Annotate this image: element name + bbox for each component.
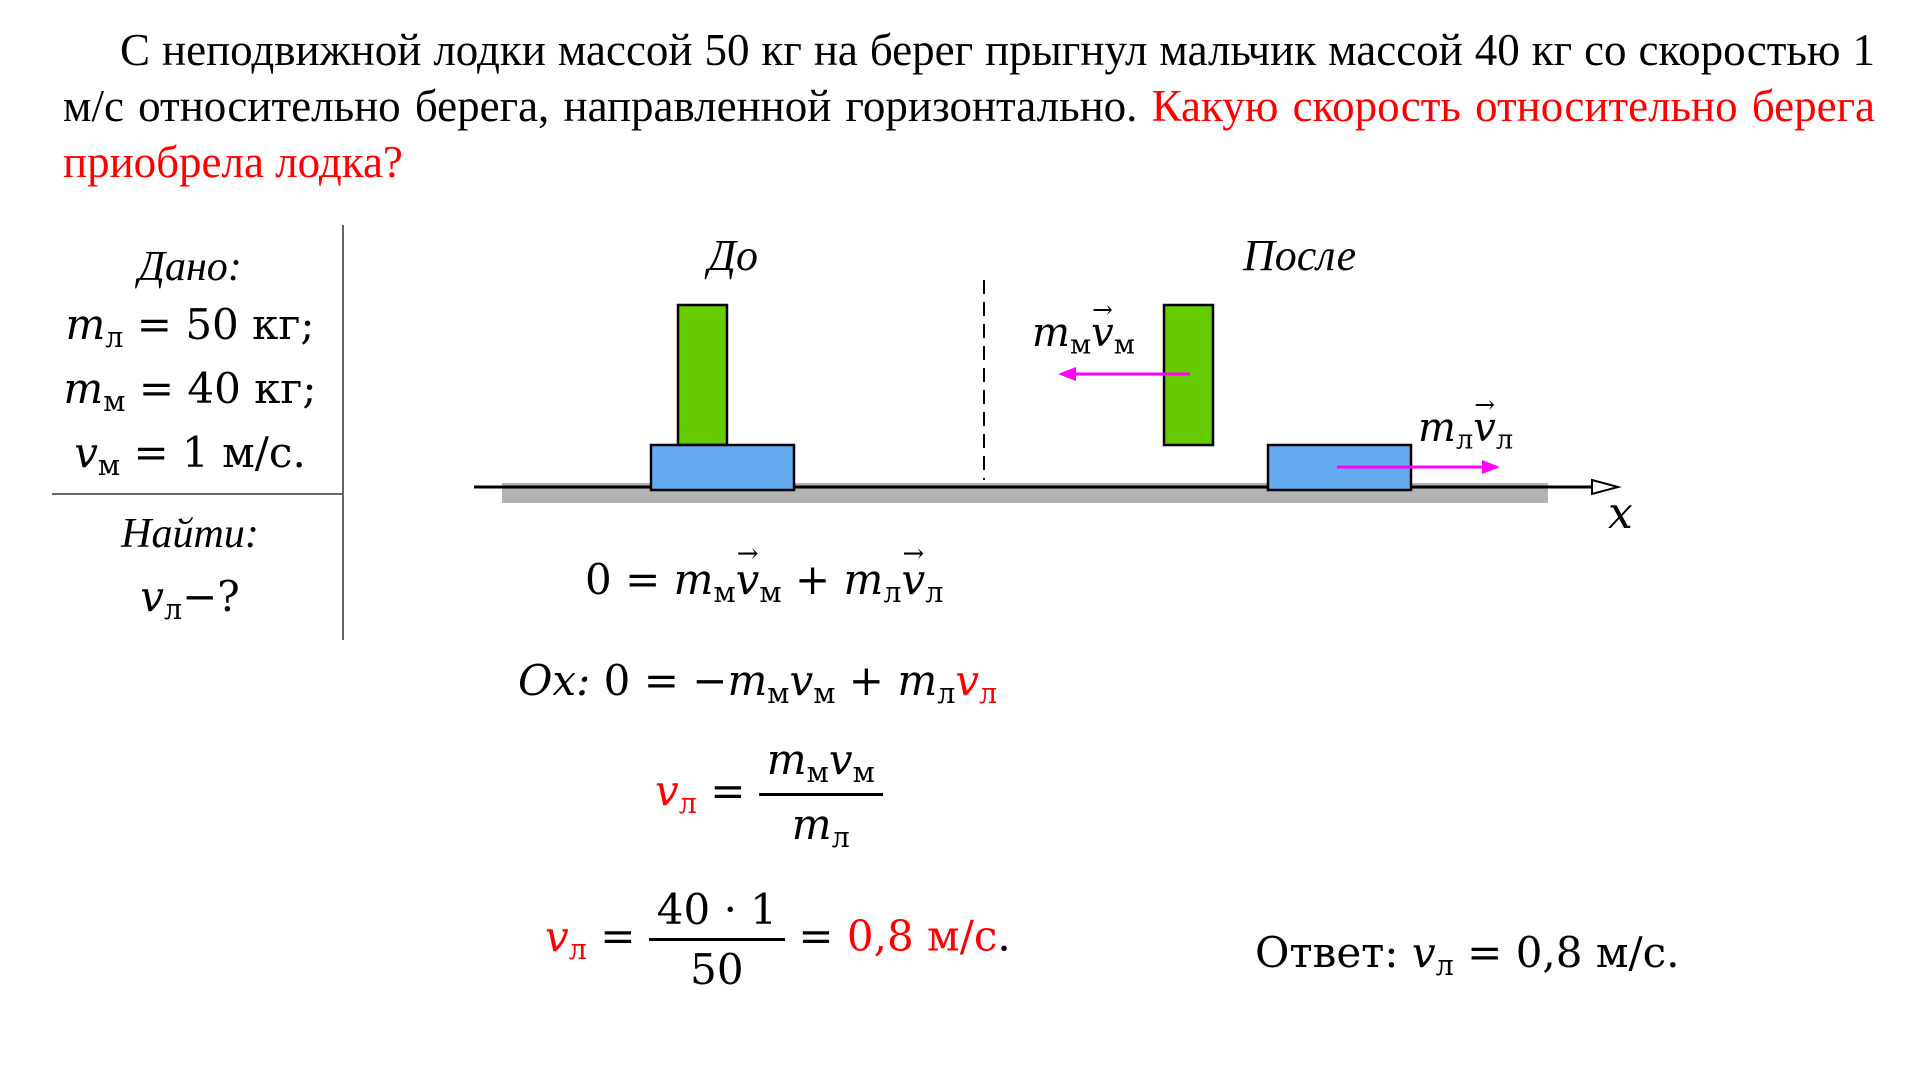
- given-boy-speed: $v_м = 1$ м/с.: [74, 428, 306, 482]
- find-title: Найти:: [121, 511, 259, 557]
- calculation-numerator: 40 · 1: [649, 885, 785, 941]
- given-boat-mass-value: = 50 кг;: [136, 300, 315, 349]
- given-boy-speed-value: = 1 м/с.: [133, 428, 306, 477]
- axis-label-x: x: [1608, 488, 1633, 539]
- calculation-fraction: [649, 885, 785, 994]
- answer: Ответ: $v_л = 0,8$ м/с.: [1255, 928, 1680, 982]
- label-after: После: [1243, 231, 1357, 280]
- boy-velocity-arrowhead: [1058, 367, 1076, 381]
- given-title: Дано:: [138, 244, 242, 290]
- equation-projection: Ox: $0 = -m_мv_м + m_лv_л$: [518, 656, 998, 710]
- label-boat-momentum: $m_лv \to_л$: [1418, 405, 1513, 456]
- equation-axis-label: Ox:: [518, 656, 591, 705]
- boy-before: [678, 305, 727, 445]
- problem-question: Какую скорость относительно берега приобрела лодка?: [63, 81, 1875, 187]
- equation-momentum-vector: $0 = m_мv \to_м + m_лv \to_л$: [585, 555, 943, 609]
- label-boy-momentum: $m_мv \to_м$: [1032, 310, 1135, 361]
- boat-before: [651, 445, 794, 490]
- equation-formula: $v_л$ = $\frac{m_мv_м}{m_л}$: [655, 735, 883, 854]
- boat-velocity-arrowhead: [1482, 460, 1500, 474]
- equation-projection-start: 0 = −: [603, 656, 728, 705]
- equation-zero: 0 =: [585, 555, 661, 604]
- given-boy-mass-value: = 40 кг;: [138, 364, 317, 413]
- calculation-denominator: 50: [690, 945, 744, 994]
- problem-text: С неподвижной лодки массой 50 кг на берег прыгнул мальчик массой 40 кг со скоростью 1 м/с относительно берега, направленной горизонтально.: [63, 25, 1875, 131]
- calculation-result: 0,8 м/с: [846, 911, 998, 961]
- formula-fraction: $\frac{m_мv_м}{m_л}$: [759, 735, 883, 854]
- answer-label: Ответ:: [1255, 928, 1399, 977]
- find-value-text: −?: [182, 572, 240, 621]
- given-boat-mass: $m_л = 50$ кг;: [65, 300, 315, 354]
- find-value: $v_л-$?: [140, 572, 240, 626]
- given-boy-mass: $m_м = 40$ кг;: [63, 364, 317, 418]
- answer-value: = 0,8 м/с.: [1467, 928, 1680, 977]
- label-before: До: [708, 231, 758, 280]
- equation-calculation: $v_л$ = $\frac{40 \cdot 1}{50}$ = 0,8 м/с.: [545, 885, 1011, 994]
